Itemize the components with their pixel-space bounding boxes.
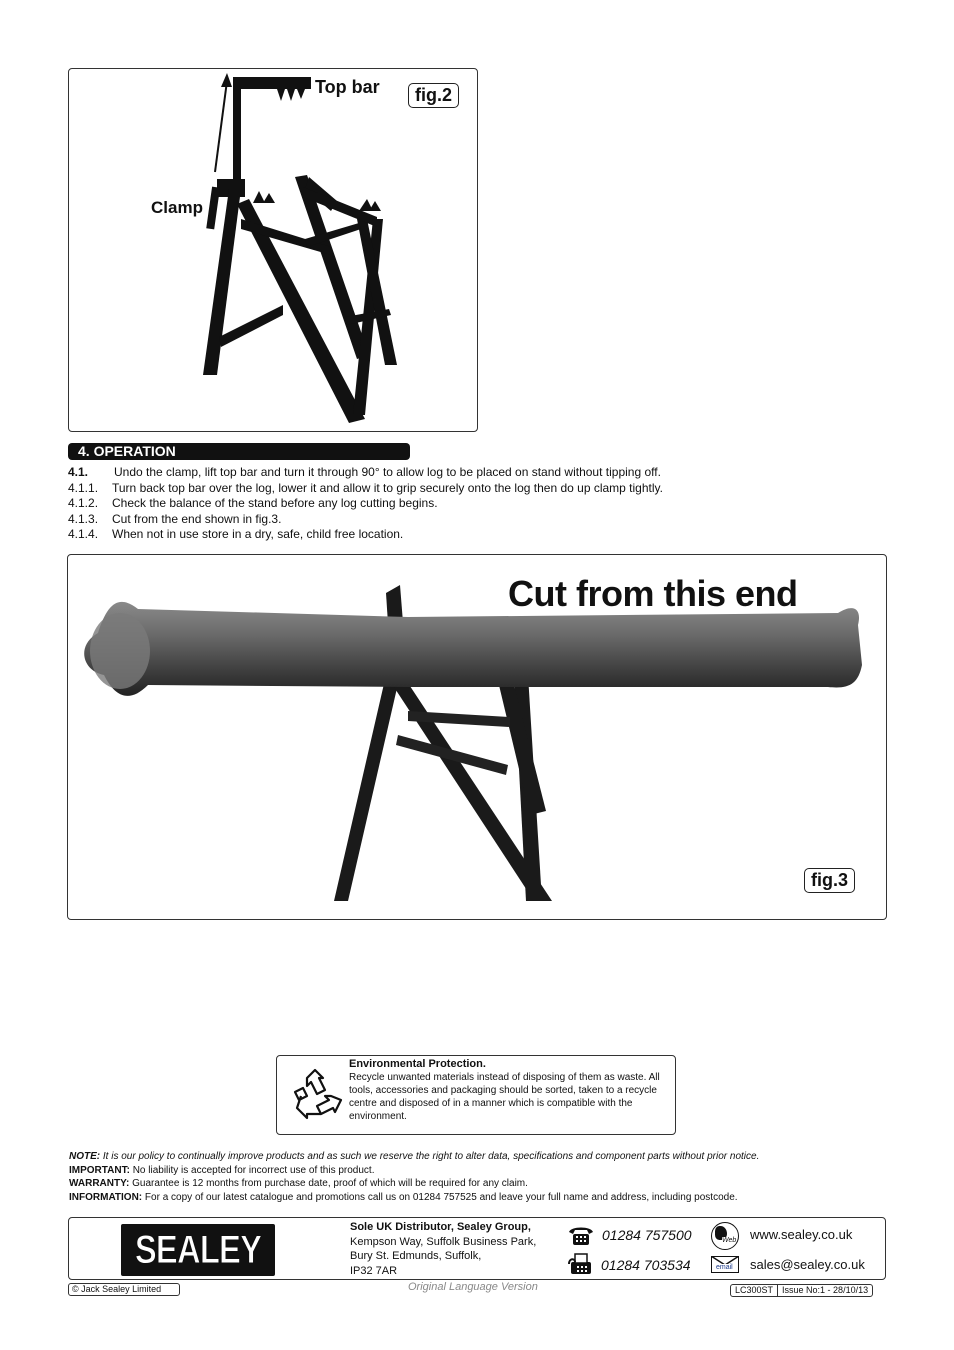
fax-icon: [567, 1252, 595, 1276]
recycle-icon: [285, 1066, 345, 1126]
globe-icon: Web: [711, 1222, 739, 1250]
step-item: 4.1.1. Turn back top bar over the log, lower it and allow it to grip securely onto the log then do up clamp tightly.: [68, 480, 663, 495]
important-line: IMPORTANT: No liability is accepted for incorrect use of this product.: [69, 1164, 375, 1176]
footer: [68, 1217, 886, 1280]
fig3-panel: [67, 554, 887, 920]
fig2-panel: [68, 68, 478, 432]
section-heading-operation: 4. OPERATION: [68, 443, 410, 460]
environmental-box: [276, 1055, 676, 1135]
environmental-title: Environmental Protection.: [349, 1058, 486, 1070]
operation-steps: [68, 465, 663, 543]
environmental-text: Recycle unwanted materials instead of disposing of them as waste. All tools, accessories and packaging should be sorted, taken to a recycle centre and disposed of in a manner which is compatible with the environment.: [349, 1072, 660, 1122]
phone-number[interactable]: 01284 757500: [602, 1227, 692, 1243]
fig2-label: fig.2: [408, 83, 459, 108]
email-link[interactable]: sales@sealey.co.uk: [750, 1257, 865, 1272]
cut-end-headline: Cut from this end: [508, 573, 798, 614]
step-item: 4.1. Undo the clamp, lift top bar and turn it through 90° to allow log to be placed on stand without tipping off.: [68, 465, 661, 479]
clamp-label: Clamp: [151, 198, 203, 217]
warranty-line: WARRANTY: Guarantee is 12 months from purchase date, proof of which will be required for any claim.: [69, 1178, 528, 1189]
note-line: NOTE: It is our policy to continually improve products and as such we reserve the right to alter data, specifications and component parts without prior notice.: [69, 1151, 760, 1162]
fax-number[interactable]: 01284 703534: [601, 1257, 691, 1273]
fig3-label: fig.3: [804, 868, 855, 893]
step-item: 4.1.4. When not in use store in a dry, safe, child free location.: [68, 527, 404, 541]
log-stand-image: [69, 69, 477, 431]
step-item: 4.1.2. Check the balance of the stand before any log cutting begins.: [68, 496, 438, 510]
email-icon: email: [711, 1256, 739, 1273]
top-bar-label: Top bar: [315, 77, 380, 97]
notes-block: [69, 1150, 759, 1204]
sealey-logo: SEALEY: [121, 1224, 275, 1276]
copyright: © Jack Sealey Limited: [68, 1283, 180, 1296]
phone-icon: [567, 1224, 595, 1246]
step-item: 4.1.3. Cut from the end shown in fig.3.: [68, 511, 282, 526]
model-issue: LC300ST Issue No:1 - 28/10/13: [730, 1284, 873, 1297]
distributor-address: Sole UK Distributor, Sealey Group, Kempson Way, Suffolk Business Park, Bury St. Edmunds, Suffolk, IP32 7AR: [350, 1221, 537, 1277]
information-line: INFORMATION: For a copy of our latest catalogue and promotions call us on 01284 757525 and leave your full name and address, including postcode.: [69, 1191, 738, 1203]
website-link[interactable]: www.sealey.co.uk: [750, 1227, 853, 1242]
original-language: Original Language Version: [408, 1281, 538, 1293]
